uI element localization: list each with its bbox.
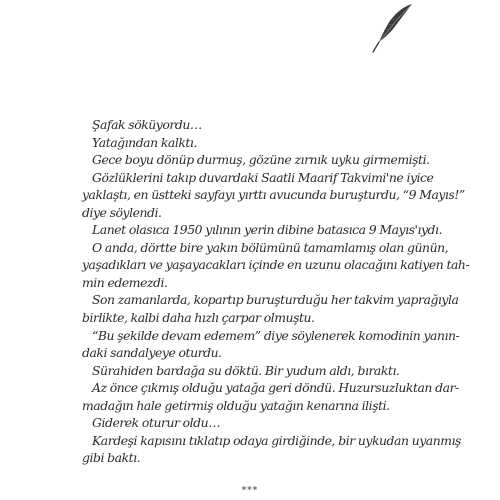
text-line: Sürahiden bardağa su döktü. Bir yudum aldı, bıraktı. <box>92 362 400 378</box>
text-line: birlikte, kalbi daha hızlı çarpar olmuştu. <box>82 310 315 326</box>
text-line: madağın hale getirmiş olduğu yatağın kenarına ilişti. <box>82 397 390 413</box>
text-line: Gözlüklerini takıp duvardaki Saatli Maarif Takvimi'ne iyice <box>92 169 434 185</box>
text-line: Son zamanlarda, kopartıp buruşturduğu her takvim yaprağıyla <box>92 292 459 308</box>
text-line: Şafak söküyordu… <box>92 117 202 132</box>
text-line: “Bu şekilde devam edemem” diye söylenerek komodinin yanın- <box>92 327 460 343</box>
quill-feather-icon <box>368 2 414 54</box>
text-line: diye söylendi. <box>82 204 162 220</box>
text-line: Yatağından kalktı. <box>92 134 197 150</box>
text-line: Lanet olasıca 1950 yılının yerin dibine batasıca 9 Mayıs'ıydı. <box>92 222 443 238</box>
text-line: gibi baktı. <box>82 450 141 466</box>
text-line: daki sandalyeye oturdu. <box>82 345 222 361</box>
text-line: yaklaştı, en üstteki sayfayı yırttı avucunda buruşturdu, “9 Mayıs!” <box>82 187 465 203</box>
text-line: Kardeşi kapısını tıklatıp odaya girdiğinde, bir uykudan uyanmış <box>92 432 461 448</box>
text-line: Giderek oturur oldu… <box>92 415 221 431</box>
text-line: yaşadıkları ve yaşayacakları içinde en uzunu olacağını katiyen tah- <box>82 257 470 273</box>
text-line: Gece boyu dönüp durmuş, gözüne zırnık uyku girmemişti. <box>92 152 430 168</box>
body-text <box>82 116 470 467</box>
text-line: O anda, dörtte bire yakın bölümünü tamamlamış olan günün, <box>92 239 449 255</box>
section-divider: *** <box>241 486 259 496</box>
text-line: min edemezdi. <box>82 274 168 290</box>
text-line: Az önce çıkmış olduğu yatağa geri döndü. Huzursuzluktan dar- <box>92 380 459 396</box>
